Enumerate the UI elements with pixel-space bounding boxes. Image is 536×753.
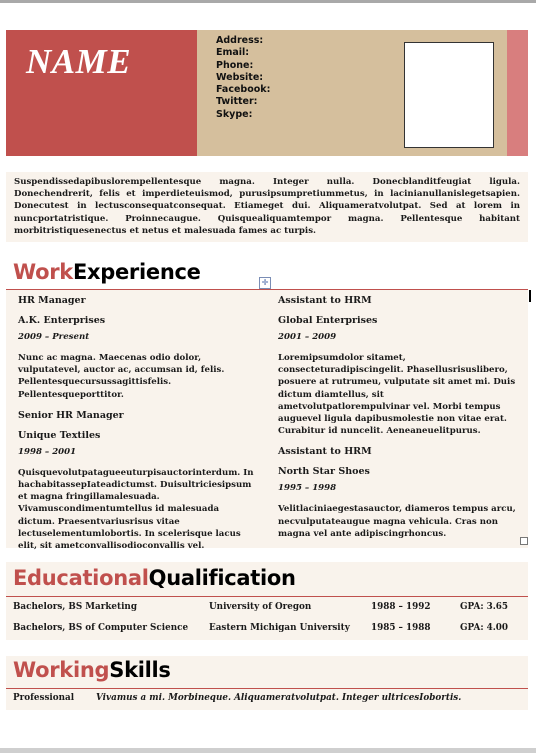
summary-text[interactable]: Suspendissedapibuslorempellentesque magna. Integer nulla. Donecblanditfeugiat ligula. Donechendrerit, felis et imperdieteuismod, purusipsumpretiummetus, in lacinianullanislegetsapien. Donecutest in lectusconsequatconsequat. Etiameget dui. Aliquameratvolutpat. Sed at lorem in nuncportatristique. Proinnecaugue. Quisquealiquamtempor magna. Pellentesque habitant morbitristiquesenectus et netus et malesuada fames ac turpis. xyxy=(14,177,520,236)
work-title-black: Experience xyxy=(72,260,201,284)
education-rule xyxy=(6,596,528,597)
bottom-border xyxy=(0,748,536,753)
job-company[interactable]: A.K. Enterprises xyxy=(18,315,106,326)
contact-facebook-label[interactable]: Facebook: xyxy=(216,84,271,96)
work-column-left xyxy=(18,295,253,561)
summary-panel xyxy=(6,172,528,242)
edu-gpa[interactable]: GPA: 4.00 xyxy=(460,623,509,633)
work-column-right xyxy=(278,295,518,549)
job-title[interactable]: Senior HR Manager xyxy=(18,409,124,421)
edu-school[interactable]: University of Oregon xyxy=(209,602,312,612)
top-border xyxy=(0,0,536,3)
job-description[interactable]: Quisquevolutpatagueeuturpisauctorinterdum. In hachabitassepIateadictumst. Duisultriciesipsum et magna fringillamalesuada. Vivamuscondimentumtellus id malesuada dictum. Praesentvariusrisus vitae lectuselementumlobortis. In scelerisque lacus elit, sit ametconvallisodioconvallis vel. xyxy=(18,467,254,552)
job-title[interactable]: Assistant to HRM xyxy=(278,446,372,458)
skill-description[interactable]: Vivamus a mi. Morbineque. Aliquameratvolutpat. Integer ultricesIobortis. xyxy=(96,693,462,703)
edu-gpa[interactable]: GPA: 3.65 xyxy=(460,602,509,612)
job-dates[interactable]: 2001 – 2009 xyxy=(278,332,337,342)
job-dates[interactable]: 2009 – Present xyxy=(18,332,90,342)
job-description[interactable]: Velitlaciniaegestasauctor, diameros tempus arcu, necvulputateaugue magna vehicula. Cras non magna vel ante adipiscingrhoncus. xyxy=(278,504,516,539)
contact-website-label[interactable]: Website: xyxy=(216,71,264,83)
education-section-title[interactable] xyxy=(13,566,296,590)
job-description[interactable]: Loremipsumdolor sitamet, consecteturadipiscingelit. Phasellusrisuslibero, posuere at rutrumeu, vulputate sit amet mi. Duis dictum diamtellus, sit ametvolutpatlorempulvinar vel. Morbi tempus auguevel ligula dapibusmolestie non vitae erat. Curabitur id nuncelit. Aeneaneuelitpurus. xyxy=(278,353,516,437)
job-title[interactable]: HR Manager xyxy=(18,295,86,306)
contact-twitter-label[interactable]: Twitter: xyxy=(216,96,258,108)
work-panel xyxy=(6,290,528,552)
education-title-red: Educational xyxy=(13,566,149,590)
job-title[interactable]: Assistant to HRM xyxy=(278,295,372,306)
job-description[interactable]: Nunc ac magna. Maecenas odio dolor, vulputatevel, auctor ac, accumsan id, felis. Pellentesquecursussagittisfelis. Pellentesqueporttitor. xyxy=(18,353,225,400)
photo-placeholder[interactable] xyxy=(404,42,494,148)
accent-strip xyxy=(507,30,528,156)
text-cursor xyxy=(529,290,531,302)
contact-address-label[interactable]: Address: xyxy=(216,35,264,46)
resize-handle[interactable] xyxy=(520,537,528,545)
edu-years[interactable]: 1985 – 1988 xyxy=(371,623,431,633)
education-title-black: Qualification xyxy=(148,566,296,590)
contact-skype-label[interactable]: Skype: xyxy=(216,108,253,120)
skills-rule xyxy=(6,688,528,689)
name-text[interactable]: NAME xyxy=(26,42,132,81)
contact-phone-label[interactable]: Phone: xyxy=(216,59,254,71)
contact-labels xyxy=(216,35,270,121)
contact-email-label[interactable]: Email: xyxy=(216,47,250,59)
job-dates[interactable]: 1995 – 1998 xyxy=(278,483,337,494)
edu-degree[interactable]: Bachelors, BS of Computer Science xyxy=(13,623,189,633)
job-company[interactable]: Global Enterprises xyxy=(278,315,378,326)
job-company[interactable]: Unique Textiles xyxy=(18,429,101,441)
job-company[interactable]: North Star Shoes xyxy=(278,466,370,478)
edu-degree[interactable]: Bachelors, BS Marketing xyxy=(13,602,137,612)
move-handle-icon[interactable]: ✛ xyxy=(259,277,271,289)
work-section-title[interactable] xyxy=(13,260,201,284)
job-dates[interactable]: 1998 – 2001 xyxy=(18,446,77,457)
name-block xyxy=(6,30,197,156)
edu-school[interactable]: Eastern Michigan University xyxy=(209,623,350,633)
skills-title-black: Skills xyxy=(109,658,171,682)
work-title-red: Work xyxy=(13,260,73,284)
contact-block xyxy=(197,30,507,156)
skills-section-title[interactable] xyxy=(13,658,171,682)
skills-title-red: Working xyxy=(13,658,110,682)
skill-label[interactable]: Professional xyxy=(13,693,75,703)
edu-years[interactable]: 1988 – 1992 xyxy=(371,602,431,612)
